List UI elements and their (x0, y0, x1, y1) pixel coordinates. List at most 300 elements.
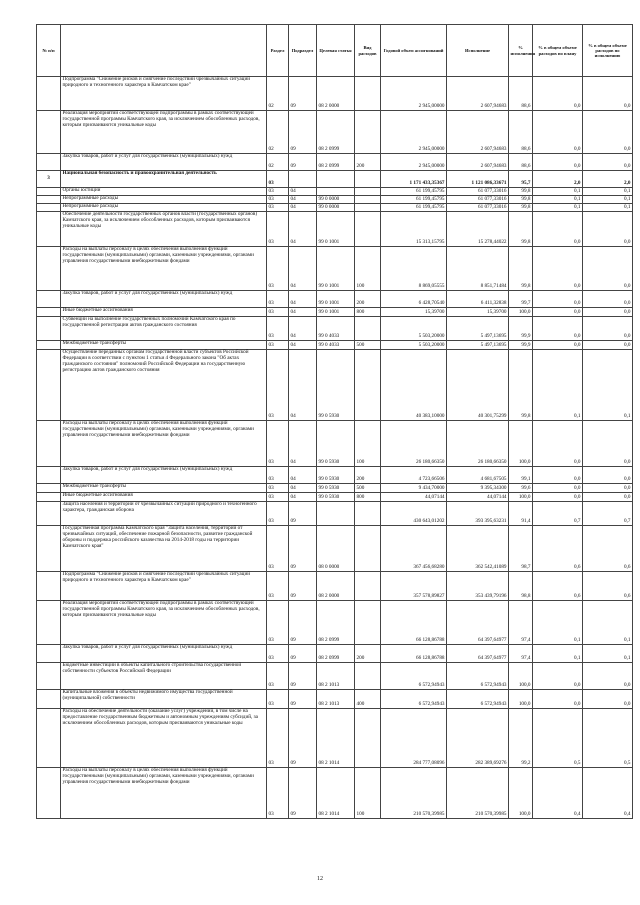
header-share-plan: % в общем объеме расходов по плану (533, 25, 583, 77)
item-name: Национальная безопасность и правоохранительная деятельность (61, 171, 267, 188)
razdel-code: 03 (267, 663, 289, 690)
target-article-code: 08 2 0999 (317, 645, 355, 663)
page-number: 12 (317, 876, 323, 882)
table-row (37, 350, 633, 421)
share-execution-value: 0,0 (583, 690, 633, 709)
share-execution-value: 0,6 (583, 572, 633, 601)
table-row (37, 154, 633, 171)
expense-type-code: 500 (355, 484, 381, 493)
execution-amount: 61 077,33016 (447, 196, 509, 204)
table-row (37, 247, 633, 291)
share-plan-value: 0,0 (533, 111, 583, 154)
share-execution-value: 0,1 (583, 350, 633, 421)
execution-amount: 2 607,94683 (447, 111, 509, 154)
podrazdel-code: 04 (289, 204, 317, 212)
item-name: Осуществление переданных органам государственной власти субъектов Российской Федерации в соответствии с пунктом 1 статьи 4 Федерального закона "Об актах гражданского состояния" полномочий Российской Федерации на государственную регистрацию актов гражданского состояния (61, 350, 267, 421)
target-article-code: 99 0 5930 (317, 467, 355, 484)
row-number (37, 526, 61, 572)
annual-amount: 66 128,86788 (381, 645, 447, 663)
row-number (37, 645, 61, 663)
row-number (37, 247, 61, 291)
share-execution-value: 0,0 (583, 77, 633, 111)
target-article-code: 08 2 1013 (317, 663, 355, 690)
podrazdel-code: 09 (289, 690, 317, 709)
share-execution-value: 0,7 (583, 502, 633, 526)
item-name: Иные бюджетные ассигнования (61, 493, 267, 502)
execution-amount: 362 542,41089 (447, 526, 509, 572)
share-execution-value: 0,0 (583, 212, 633, 247)
row-number (37, 768, 61, 819)
annual-amount: 8 869,05555 (381, 247, 447, 291)
expense-type-code: 200 (355, 154, 381, 171)
target-article-code: 08 2 0000 (317, 77, 355, 111)
budget-table (36, 24, 633, 819)
annual-amount: 2 945,00000 (381, 154, 447, 171)
table-row (37, 572, 633, 601)
row-number (37, 291, 61, 308)
razdel-code: 03 (267, 308, 289, 317)
execution-amount: 5 497,13695 (447, 341, 509, 350)
execution-percent: 98,8 (509, 572, 533, 601)
podrazdel-code: 09 (289, 111, 317, 154)
podrazdel-code: 04 (289, 317, 317, 341)
podrazdel-code: 04 (289, 291, 317, 308)
razdel-code: 02 (267, 111, 289, 154)
annual-amount: 210 570,39985 (381, 768, 447, 819)
expense-type-code (355, 204, 381, 212)
target-article-code: 08 2 1014 (317, 768, 355, 819)
target-article-code: 08 2 1013 (317, 690, 355, 709)
row-number (37, 421, 61, 467)
row-number (37, 350, 61, 421)
share-plan-value: 0,5 (533, 709, 583, 768)
podrazdel-code: 09 (289, 768, 317, 819)
share-execution-value: 0,0 (583, 484, 633, 493)
execution-amount: 2 607,94683 (447, 154, 509, 171)
table-row (37, 111, 633, 154)
execution-percent: 99,9 (509, 317, 533, 341)
table-row (37, 663, 633, 690)
annual-amount: 61 199,45795 (381, 188, 447, 196)
share-execution-value: 0,1 (583, 204, 633, 212)
execution-percent: 99,6 (509, 484, 533, 493)
podrazdel-code: 04 (289, 493, 317, 502)
item-name: Расходы на выплаты персоналу в целях обеспечения выполнения функций государственными (муниципальными) органами, казенными учреждениями, органами управления государственными внебюджетными фондами (61, 421, 267, 467)
table-row (37, 171, 633, 188)
expense-type-code (355, 526, 381, 572)
execution-amount: 4 681,67505 (447, 467, 509, 484)
share-execution-value: 0,5 (583, 709, 633, 768)
share-plan-value: 2,0 (533, 171, 583, 188)
share-plan-value: 0,0 (533, 291, 583, 308)
table-row (37, 196, 633, 204)
podrazdel-code: 04 (289, 421, 317, 467)
expense-type-code: 500 (355, 341, 381, 350)
annual-amount: 5 503,20000 (381, 317, 447, 341)
target-article-code: 99 0 1001 (317, 247, 355, 291)
target-article-code: 08 2 1014 (317, 709, 355, 768)
share-execution-value: 0,1 (583, 601, 633, 645)
row-number (37, 77, 61, 111)
razdel-code: 02 (267, 77, 289, 111)
share-plan-value: 0,0 (533, 467, 583, 484)
execution-amount: 353 439,79196 (447, 572, 509, 601)
header-target-article: Целевая статья (317, 25, 355, 77)
expense-type-code: 100 (355, 421, 381, 467)
share-plan-value: 0,0 (533, 493, 583, 502)
execution-percent: 99,8 (509, 204, 533, 212)
share-execution-value: 0,0 (583, 421, 633, 467)
execution-amount: 6 411,32838 (447, 291, 509, 308)
expense-type-code (355, 350, 381, 421)
razdel-code: 03 (267, 341, 289, 350)
item-name: Межбюджетные трансферты (61, 484, 267, 493)
razdel-code: 03 (267, 572, 289, 601)
annual-amount: 44,07144 (381, 493, 447, 502)
table-row (37, 212, 633, 247)
header-num: № п/п (37, 25, 61, 77)
share-plan-value: 0,6 (533, 572, 583, 601)
share-execution-value: 0,0 (583, 341, 633, 350)
execution-percent: 99,8 (509, 188, 533, 196)
item-name: Реализация мероприятий соответствующей подпрограммы в рамках соответствующей государственной программы Камчатского края, за исключением обособленных расходов, которым присваиваются уникальные коды (61, 601, 267, 645)
row-number (37, 601, 61, 645)
row-number (37, 484, 61, 493)
row-number (37, 572, 61, 601)
expense-type-code: 200 (355, 291, 381, 308)
share-execution-value: 0,0 (583, 111, 633, 154)
annual-amount: 6 572,94943 (381, 663, 447, 690)
item-name: Расходы на выплаты персоналу в целях обеспечения выполнения функций государственными (муниципальными) органами, казенными учреждениями, органами управления государственными внебюджетными фондами (61, 247, 267, 291)
share-plan-value: 0,6 (533, 526, 583, 572)
item-name: Подпрограмма "Снижение рисков и смягчение последствий чрезвычайных ситуаций природного и техногенного характера в Камчатском крае" (61, 77, 267, 111)
table-row (37, 526, 633, 572)
row-number (37, 317, 61, 341)
podrazdel-code: 04 (289, 467, 317, 484)
item-name: Расходы на выплаты персоналу в целях обеспечения выполнения функций государственными (муниципальными) органами, казенными учреждениями, органами управления государственными внебюджетными фондами (61, 768, 267, 819)
share-plan-value: 0,1 (533, 196, 583, 204)
podrazdel-code: 04 (289, 196, 317, 204)
table-row (37, 77, 633, 111)
execution-amount: 5 497,13695 (447, 317, 509, 341)
expense-type-code (355, 77, 381, 111)
execution-amount: 8 851,71484 (447, 247, 509, 291)
podrazdel-code: 09 (289, 526, 317, 572)
row-number (37, 690, 61, 709)
execution-percent: 100,0 (509, 663, 533, 690)
share-plan-value: 0,0 (533, 212, 583, 247)
share-execution-value: 0,4 (583, 768, 633, 819)
target-article-code: 99 0 5930 (317, 484, 355, 493)
expense-type-code: 800 (355, 493, 381, 502)
podrazdel-code: 04 (289, 247, 317, 291)
razdel-code: 03 (267, 291, 289, 308)
expense-type-code (355, 502, 381, 526)
razdel-code: 03 (267, 317, 289, 341)
expense-type-code (355, 317, 381, 341)
expense-type-code (355, 212, 381, 247)
table-row (37, 291, 633, 308)
table-body (37, 77, 633, 819)
annual-amount: 367 456,68280 (381, 526, 447, 572)
target-article-code: 99 0 5930 (317, 493, 355, 502)
item-name: Подпрограмма "Снижение рисков и смягчение последствий чрезвычайных ситуаций природного и техногенного характера в Камчатском крае" (61, 572, 267, 601)
row-number: 3 (37, 171, 61, 188)
annual-amount: 66 128,86788 (381, 601, 447, 645)
row-number (37, 111, 61, 154)
expense-type-code: 200 (355, 467, 381, 484)
expense-type-code (355, 709, 381, 768)
item-name: Государственная программа Камчатского края "Защита населения, территорий от чрезвычайных ситуаций, обеспечение пожарной безопасности, развитие гражданской обороны и поддержка российского казачества на 2014-2018 годы на территории Камчатского края" (61, 526, 267, 572)
share-plan-value: 0,0 (533, 154, 583, 171)
item-name: Закупка товаров, работ и услуг для государственных (муниципальных) нужд (61, 291, 267, 308)
annual-amount: 357 578,89827 (381, 572, 447, 601)
execution-amount: 9 395,34300 (447, 484, 509, 493)
item-name: Закупка товаров, работ и услуг для государственных (муниципальных) нужд (61, 154, 267, 171)
row-number (37, 663, 61, 690)
razdel-code: 03 (267, 196, 289, 204)
razdel-code: 03 (267, 212, 289, 247)
annual-amount: 4 723,66506 (381, 467, 447, 484)
annual-amount: 2 945,00000 (381, 111, 447, 154)
annual-amount: 40 383,10000 (381, 350, 447, 421)
execution-percent: 88,6 (509, 77, 533, 111)
expense-type-code (355, 663, 381, 690)
table-header (37, 25, 633, 77)
razdel-code: 03 (267, 645, 289, 663)
item-name: Бюджетные инвестиции в объекты капитального строительства государственной собственности субъектов Российской Федерации (61, 663, 267, 690)
podrazdel-code: 09 (289, 601, 317, 645)
razdel-code: 03 (267, 768, 289, 819)
share-execution-value: 0,1 (583, 645, 633, 663)
share-plan-value: 0,1 (533, 204, 583, 212)
item-name: Закупка товаров, работ и услуг для государственных (муниципальных) нужд (61, 645, 267, 663)
execution-percent: 99,8 (509, 350, 533, 421)
podrazdel-code: 09 (289, 154, 317, 171)
row-number (37, 502, 61, 526)
annual-amount: 15,39700 (381, 308, 447, 317)
expense-type-code (355, 196, 381, 204)
razdel-code: 03 (267, 350, 289, 421)
target-article-code: 99 0 1001 (317, 291, 355, 308)
row-number (37, 467, 61, 484)
podrazdel-code: 04 (289, 484, 317, 493)
row-number (37, 154, 61, 171)
expense-type-code: 400 (355, 690, 381, 709)
annual-amount: 2 945,00000 (381, 77, 447, 111)
item-name: Органы юстиции (61, 188, 267, 196)
header-expense-type: Вид расходов (355, 25, 381, 77)
execution-percent: 95,7 (509, 171, 533, 188)
execution-amount: 282 389,69276 (447, 709, 509, 768)
razdel-code: 03 (267, 526, 289, 572)
podrazdel-code: 09 (289, 645, 317, 663)
annual-amount: 26 180,66350 (381, 421, 447, 467)
annual-amount: 15 313,15795 (381, 212, 447, 247)
razdel-code: 03 (267, 601, 289, 645)
target-article-code: 99 0 0000 (317, 196, 355, 204)
target-article-code: 99 0 4033 (317, 341, 355, 350)
row-number (37, 204, 61, 212)
execution-amount: 64 397,64977 (447, 645, 509, 663)
table-row (37, 467, 633, 484)
item-name: Непрограммные расходы (61, 196, 267, 204)
share-execution-value: 0,0 (583, 291, 633, 308)
item-name: Защита населения и территории от чрезвычайных ситуаций природного и техногенного характера, гражданская оборона (61, 502, 267, 526)
share-execution-value: 0,6 (583, 526, 633, 572)
share-plan-value: 0,1 (533, 601, 583, 645)
razdel-code: 02 (267, 154, 289, 171)
item-name: Реализация мероприятий соответствующей подпрограммы в рамках соответствующей государственной программы Камчатского края, за исключением обособленных расходов, которым присваиваются уникальные коды (61, 111, 267, 154)
execution-amount: 64 397,64977 (447, 601, 509, 645)
share-execution-value: 0,0 (583, 308, 633, 317)
execution-percent: 100,0 (509, 690, 533, 709)
target-article-code: 99 0 0000 (317, 204, 355, 212)
table-row (37, 188, 633, 196)
execution-amount: 6 572,94943 (447, 663, 509, 690)
expense-type-code: 100 (355, 768, 381, 819)
annual-amount: 9 434,70000 (381, 484, 447, 493)
share-execution-value: 0,1 (583, 196, 633, 204)
execution-amount: 61 077,33016 (447, 204, 509, 212)
execution-percent: 88,6 (509, 111, 533, 154)
execution-percent: 99,7 (509, 291, 533, 308)
item-name: Закупка товаров, работ и услуг для государственных (муниципальных) нужд (61, 467, 267, 484)
target-article-code: 08 2 0000 (317, 572, 355, 601)
share-plan-value: 0,4 (533, 768, 583, 819)
razdel-code: 03 (267, 247, 289, 291)
item-name: Расходы на обеспечение деятельности (оказание услуг) учреждений, в том числе на предоставление государственным бюджетным и автономным учреждениям субсидий, за исключением обособленных расходов, которым присваиваются уникальные коды (61, 709, 267, 768)
podrazdel-code: 04 (289, 188, 317, 196)
table-row (37, 768, 633, 819)
row-number (37, 188, 61, 196)
target-article-code: 99 0 4033 (317, 317, 355, 341)
razdel-code: 03 (267, 188, 289, 196)
execution-amount: 15,39700 (447, 308, 509, 317)
execution-percent: 99,9 (509, 341, 533, 350)
expense-type-code: 800 (355, 308, 381, 317)
item-name: Непрограммные расходы (61, 204, 267, 212)
execution-percent: 91,4 (509, 502, 533, 526)
target-article-code: 99 0 5930 (317, 421, 355, 467)
header-share-execution: % в общем объеме расходов по исполнению (583, 25, 633, 77)
target-article-code: 08 2 0999 (317, 601, 355, 645)
share-plan-value: 0,0 (533, 663, 583, 690)
share-plan-value: 0,0 (533, 317, 583, 341)
row-number (37, 196, 61, 204)
share-execution-value: 0,0 (583, 154, 633, 171)
execution-percent: 99,2 (509, 709, 533, 768)
share-plan-value: 0,0 (533, 421, 583, 467)
table-row (37, 502, 633, 526)
row-number (37, 493, 61, 502)
execution-percent: 100,0 (509, 308, 533, 317)
execution-amount: 393 395,63231 (447, 502, 509, 526)
podrazdel-code: 09 (289, 709, 317, 768)
share-execution-value: 0,0 (583, 467, 633, 484)
execution-percent: 99,8 (509, 196, 533, 204)
share-plan-value: 0,0 (533, 341, 583, 350)
annual-amount: 5 503,20000 (381, 341, 447, 350)
execution-percent: 100,0 (509, 421, 533, 467)
execution-amount: 15 278,44022 (447, 212, 509, 247)
header-execution: Исполнение (447, 25, 509, 77)
share-plan-value: 0,0 (533, 77, 583, 111)
table-row (37, 690, 633, 709)
item-name: Субвенции на выполнение государственных полномочий Камчатского края по государственной регистрации актов гражданского состояния (61, 317, 267, 341)
razdel-code: 03 (267, 484, 289, 493)
execution-percent: 88,6 (509, 154, 533, 171)
execution-amount: 1 121 086,33671 (447, 171, 509, 188)
share-plan-value: 0,0 (533, 308, 583, 317)
share-plan-value: 0,0 (533, 484, 583, 493)
expense-type-code: 200 (355, 645, 381, 663)
row-number (37, 308, 61, 317)
header-name (61, 25, 267, 77)
podrazdel-code: 09 (289, 572, 317, 601)
razdel-code: 03 (267, 467, 289, 484)
share-execution-value: 0,0 (583, 663, 633, 690)
execution-percent: 99,8 (509, 247, 533, 291)
expense-type-code (355, 188, 381, 196)
execution-amount: 2 607,94683 (447, 77, 509, 111)
podrazdel-code: 09 (289, 502, 317, 526)
execution-percent: 97,4 (509, 645, 533, 663)
annual-amount: 1 171 433,35367 (381, 171, 447, 188)
podrazdel-code: 04 (289, 350, 317, 421)
share-plan-value: 0,0 (533, 690, 583, 709)
share-execution-value: 2,0 (583, 171, 633, 188)
target-article-code (317, 188, 355, 196)
execution-percent: 99,8 (509, 212, 533, 247)
target-article-code: 99 0 1001 (317, 212, 355, 247)
target-article-code: 08 2 0999 (317, 154, 355, 171)
razdel-code: 03 (267, 421, 289, 467)
razdel-code: 03 (267, 502, 289, 526)
execution-amount: 44,07144 (447, 493, 509, 502)
execution-amount: 26 180,66350 (447, 421, 509, 467)
table-row (37, 645, 633, 663)
razdel-code: 03 (267, 493, 289, 502)
target-article-code: 99 0 5930 (317, 350, 355, 421)
share-execution-value: 0,0 (583, 247, 633, 291)
expense-type-code (355, 171, 381, 188)
execution-percent: 99,1 (509, 467, 533, 484)
share-execution-value: 0,0 (583, 317, 633, 341)
execution-percent: 100,0 (509, 768, 533, 819)
execution-amount: 210 570,39985 (447, 768, 509, 819)
row-number (37, 212, 61, 247)
target-article-code: 08 2 0999 (317, 111, 355, 154)
execution-amount: 6 572,94943 (447, 690, 509, 709)
header-annual-volume: Годовой объем ассигнований (381, 25, 447, 77)
item-name: Обеспечение деятельности государственных органов власти (государственных органов) Камчатского края, за исключением обособленных расходов, которым присваиваются уникальные коды (61, 212, 267, 247)
expense-type-code (355, 601, 381, 645)
share-plan-value: 0,1 (533, 188, 583, 196)
table-row (37, 601, 633, 645)
execution-percent: 98,7 (509, 526, 533, 572)
expense-type-code (355, 572, 381, 601)
expense-type-code: 100 (355, 247, 381, 291)
header-execution-percent: % исполнения (509, 25, 533, 77)
item-name: Иные бюджетные ассигнования (61, 308, 267, 317)
target-article-code: 08 0 0000 (317, 526, 355, 572)
annual-amount: 61 199,45795 (381, 204, 447, 212)
share-execution-value: 0,1 (583, 188, 633, 196)
target-article-code (317, 502, 355, 526)
table-row (37, 317, 633, 341)
row-number (37, 709, 61, 768)
